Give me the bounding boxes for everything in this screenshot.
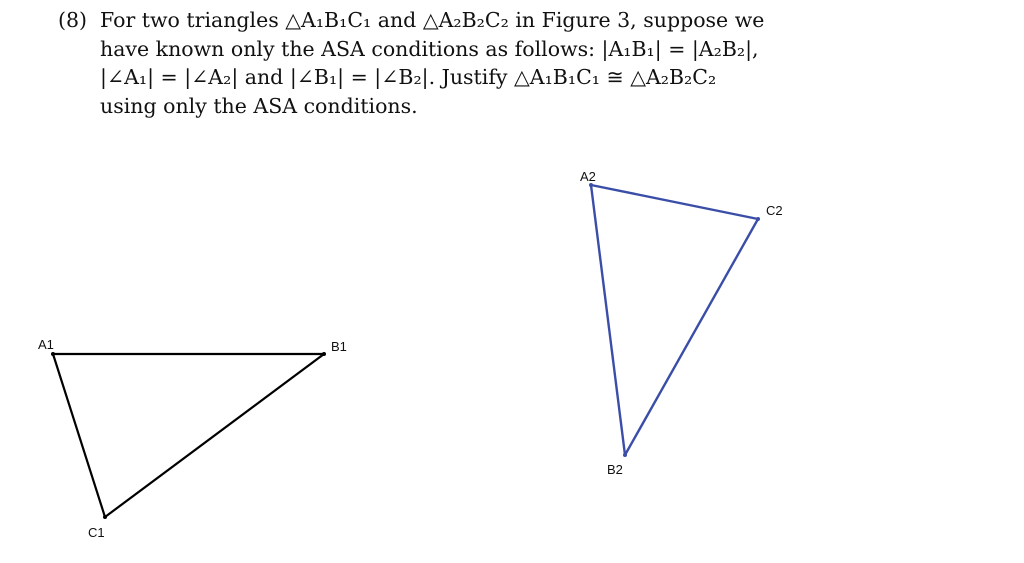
problem-line-4: using only the ASA conditions. <box>100 93 418 118</box>
vertex-b2-label: B2 <box>607 462 623 477</box>
vertex-c1-point <box>103 515 107 519</box>
vertex-b1-point <box>322 352 326 356</box>
vertex-b2-point <box>623 453 627 457</box>
vertex-c2-point <box>756 217 760 221</box>
problem-text: For two triangles △A₁B₁C₁ and △A₂B₂C₂ in Figure 3, suppose we <box>100 8 765 32</box>
side-a1-c1 <box>53 354 105 517</box>
vertex-a1-point <box>51 352 55 356</box>
side-a2-c2 <box>591 185 758 219</box>
side-b2-c2 <box>625 219 758 455</box>
triangle-1 <box>38 337 347 540</box>
vertex-b1-label: B1 <box>331 339 347 354</box>
vertex-c2-label: C2 <box>766 203 783 218</box>
vertex-a2-label: A2 <box>580 169 596 184</box>
triangle-2 <box>580 169 783 477</box>
vertex-a1-label: A1 <box>38 337 54 352</box>
side-a2-b2 <box>591 185 625 455</box>
problem-line-3: |∠A₁| = |∠A₂| and |∠B₁| = |∠B₂|. Justify △A₁B₁C₁ ≅ △A₂B₂C₂ <box>100 65 717 89</box>
side-b1-c1 <box>105 354 324 517</box>
vertex-c1-label: C1 <box>88 525 105 540</box>
problem-number: (8) <box>58 8 88 32</box>
problem-line-2: have known only the ASA conditions as follows: |A₁B₁| = |A₂B₂|, <box>100 36 759 61</box>
